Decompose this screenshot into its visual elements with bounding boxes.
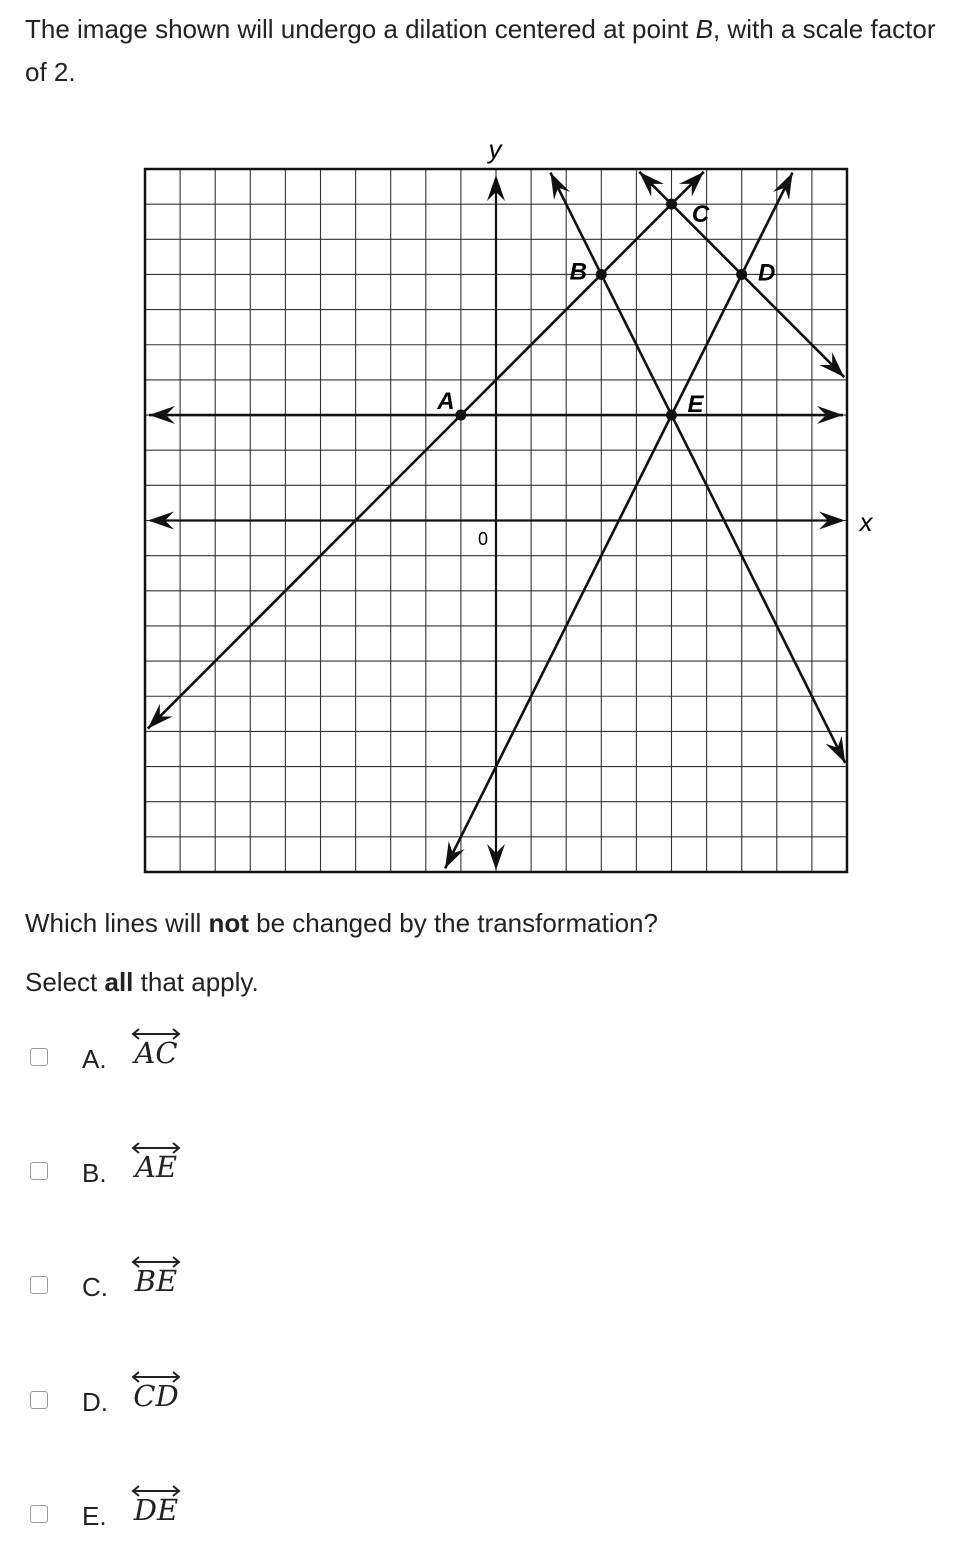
graph-svg bbox=[140, 130, 873, 878]
line-name: CD bbox=[133, 1379, 179, 1413]
line-notation bbox=[126, 1028, 186, 1068]
option-c-checkbox[interactable] bbox=[30, 1276, 48, 1294]
point-c bbox=[666, 199, 677, 210]
option-letter: D. bbox=[82, 1387, 108, 1417]
option-a[interactable] bbox=[28, 1036, 328, 1100]
line-be-arrow-start bbox=[550, 173, 570, 200]
option-e-checkbox[interactable] bbox=[30, 1505, 48, 1523]
point-label-d: D bbox=[758, 259, 776, 287]
option-c[interactable] bbox=[28, 1264, 328, 1328]
line-name: AC bbox=[134, 1036, 178, 1070]
line-notation bbox=[126, 1371, 186, 1411]
instruction-text: Select all that apply. bbox=[25, 967, 259, 997]
point-label-a: A bbox=[437, 388, 455, 416]
option-b-checkbox[interactable] bbox=[30, 1162, 48, 1180]
point-label-b: B bbox=[569, 258, 587, 286]
option-e[interactable] bbox=[28, 1493, 328, 1557]
line-notation bbox=[126, 1256, 186, 1296]
option-letter: A. bbox=[82, 1044, 107, 1074]
dilation-center-label: B bbox=[695, 14, 713, 44]
line-name: BE bbox=[134, 1264, 178, 1298]
line-be-arrow-end bbox=[826, 736, 846, 763]
option-d-checkbox[interactable] bbox=[30, 1391, 48, 1409]
point-a bbox=[455, 410, 466, 421]
line-notation bbox=[126, 1142, 186, 1182]
line-name: AE bbox=[134, 1150, 178, 1184]
y-axis-label: y bbox=[488, 134, 502, 164]
line-notation bbox=[126, 1485, 186, 1525]
question-prompt: The image shown will undergo a dilation centered at point B, with a scale factor of 2. bbox=[25, 14, 936, 87]
coordinate-graph bbox=[140, 130, 873, 883]
option-letter: C. bbox=[82, 1272, 108, 1302]
option-a-checkbox[interactable] bbox=[30, 1048, 48, 1066]
option-b[interactable] bbox=[28, 1150, 328, 1214]
origin-label: 0 bbox=[477, 529, 489, 549]
question-text: Which lines will not be changed by the transformation? bbox=[25, 908, 658, 938]
option-d[interactable] bbox=[28, 1379, 328, 1443]
point-d bbox=[736, 269, 747, 280]
option-letter: B. bbox=[82, 1158, 107, 1188]
point-label-e: E bbox=[687, 391, 704, 419]
option-letter: E. bbox=[82, 1501, 107, 1531]
line-name: DE bbox=[133, 1493, 179, 1527]
point-label-c: C bbox=[691, 201, 710, 229]
line-de-arrow-start bbox=[445, 841, 465, 868]
point-b bbox=[596, 269, 607, 280]
x-axis-label: x bbox=[859, 507, 873, 537]
point-e bbox=[666, 410, 677, 421]
line-be bbox=[550, 173, 845, 763]
line-de-arrow-end bbox=[773, 173, 793, 200]
